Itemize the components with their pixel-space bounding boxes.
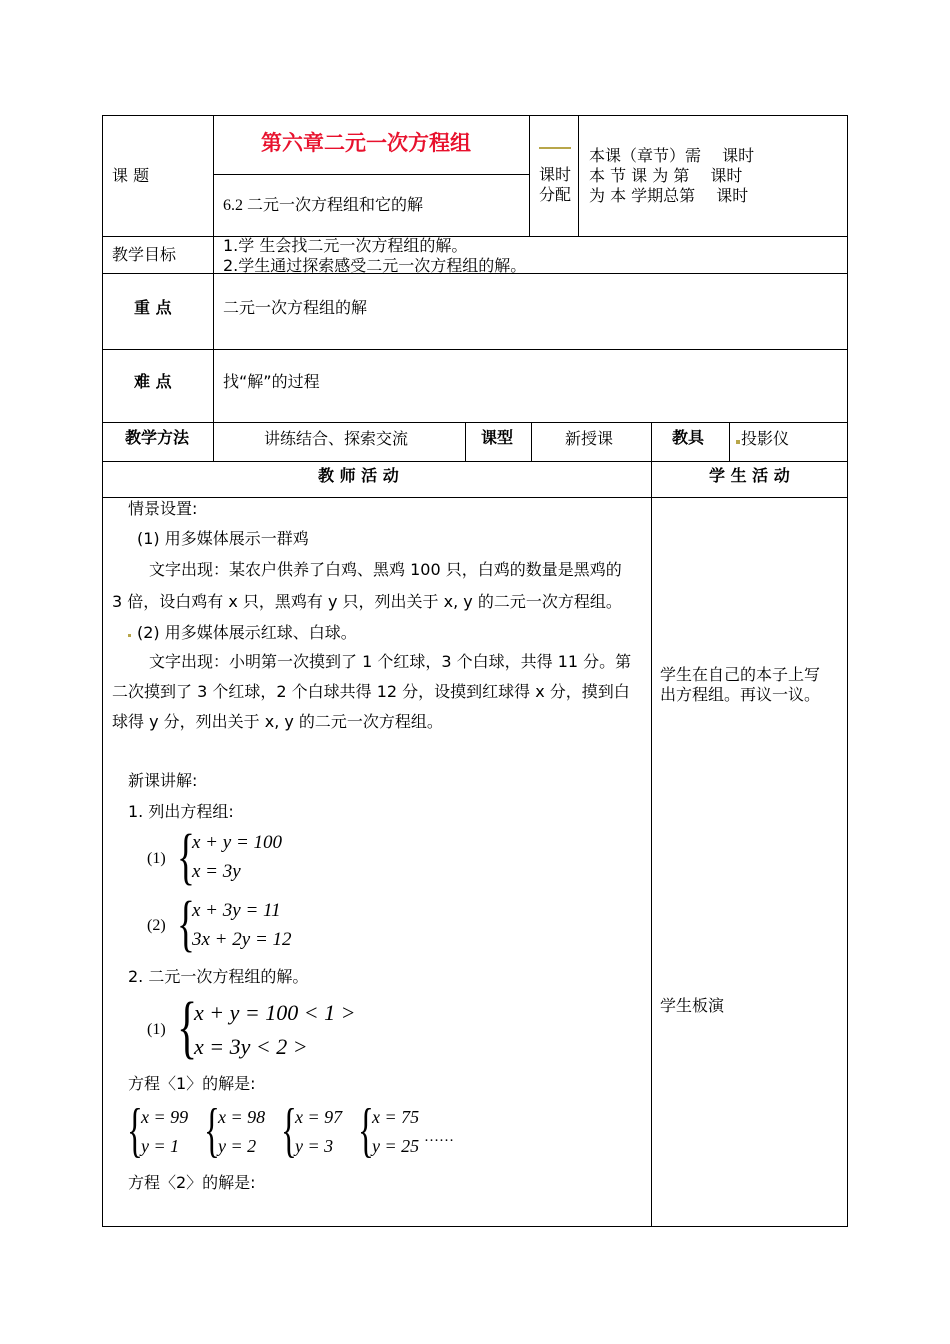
lesson-type-value: 新授课	[565, 429, 614, 448]
system-1-eq-2: x = 3y	[192, 861, 241, 882]
student-note-2: 学生板演	[660, 996, 725, 1015]
scenario-2-line-3: 球得 y 分，列出关于 x, y 的二元一次方程组。	[112, 712, 443, 731]
system-1-brace: {	[177, 823, 195, 891]
topic-label: 课 题	[112, 166, 150, 185]
hours-label-2: 分配	[539, 185, 572, 204]
chapter-title: 第六章二元一次方程组	[261, 131, 471, 155]
difficulty-value: 找“解”的过程	[223, 372, 320, 391]
solutions-ellipsis: ……	[424, 1129, 454, 1145]
lesson-type-label: 课型	[481, 428, 514, 447]
marker-dot	[736, 440, 740, 444]
scenario-1-title: (1) 用多媒体展示一群鸡	[137, 529, 309, 548]
marker-dash	[539, 147, 571, 149]
solution-2-y: y = 2	[218, 1136, 257, 1156]
system-3-eq-1: x + y = 100 < 1 >	[194, 1000, 356, 1025]
solution-brace-3: {	[281, 1097, 297, 1163]
hours-line-1: 本课（章节）需 课时	[589, 146, 755, 165]
system-2-eq-2: 3x + 2y = 12	[192, 929, 292, 950]
section-title: 6.2 二元一次方程组和它的解	[223, 197, 424, 214]
solution-1-y: y = 1	[141, 1136, 180, 1156]
method-label: 教学方法	[125, 428, 190, 447]
marker-dot-2	[128, 634, 131, 637]
solution-brace-2: {	[204, 1097, 220, 1163]
system-3-brace: {	[177, 989, 198, 1066]
system-1-eq-1: x + y = 100	[192, 832, 283, 853]
system-2-eq-1: x + 3y = 11	[192, 900, 281, 921]
hours-label-1: 课时	[539, 165, 572, 184]
solution-brace-1: {	[127, 1097, 143, 1163]
key-point-value: 二元一次方程组的解	[223, 298, 368, 317]
student-note-1-line-2: 出方程组。再议一议。	[660, 685, 821, 704]
hours-line-3: 为 本 学期总第 课时	[589, 186, 749, 205]
new-lesson-heading: 新课讲解:	[128, 771, 198, 790]
hours-line-2: 本 节 课 为 第 课时	[589, 166, 743, 185]
goals-label: 教学目标	[112, 245, 177, 264]
key-point-label: 重 点	[134, 298, 172, 317]
system-2-brace: {	[177, 890, 195, 958]
scenario-2-title: (2) 用多媒体展示红球、白球。	[137, 623, 357, 642]
system-3-eq-2: x = 3y < 2 >	[194, 1034, 308, 1059]
solution-4-x: x = 75	[372, 1107, 420, 1127]
difficulty-label: 难 点	[134, 372, 172, 391]
solution-1-x: x = 99	[141, 1107, 189, 1127]
system-2-label: (2)	[147, 917, 166, 934]
goal-item-1: 1.学 生会找二元一次方程组的解。	[223, 236, 468, 255]
student-note-1-line-1: 学生在自己的本子上写	[660, 665, 821, 684]
solution-4-y: y = 25	[372, 1136, 420, 1156]
system-1-label: (1)	[147, 850, 166, 867]
solution-3-x: x = 97	[295, 1107, 343, 1127]
student-activity-header: 学 生 活 动	[709, 466, 790, 485]
solution-1-heading: 方程〈1〉的解是:	[128, 1074, 256, 1093]
scenario-2-line-2: 二次摸到了 3 个红球，2 个白球共得 12 分，设摸到红球得 x 分，摸到白	[112, 682, 630, 701]
solution-3-y: y = 3	[295, 1136, 334, 1156]
solution-2-x: x = 98	[218, 1107, 266, 1127]
intro-heading: 情景设置:	[128, 499, 198, 518]
step-2-heading: 2. 二元一次方程组的解。	[128, 967, 309, 986]
teacher-activity-header: 教 师 活 动	[318, 466, 399, 485]
step-1-heading: 1. 列出方程组:	[128, 802, 234, 821]
scenario-1-line-2: 3 倍，设白鸡有 x 只，黑鸡有 y 只，列出关于 x, y 的二元一次方程组。	[112, 592, 622, 611]
system-3-label: (1)	[147, 1021, 166, 1038]
solution-brace-4: {	[358, 1097, 374, 1163]
scenario-2-line-1: 文字出现：小明第一次摸到了 1 个红球，3 个白球，共得 11 分。第	[149, 652, 632, 671]
scenario-1-line-1: 文字出现：某农户供养了白鸡、黑鸡 100 只，白鸡的数量是黑鸡的	[149, 560, 622, 579]
tools-value: 投影仪	[741, 429, 790, 448]
method-value: 讲练结合、探索交流	[264, 429, 409, 448]
goal-item-2: 2.学生通过探索感受二元一次方程组的解。	[223, 256, 527, 275]
tools-label: 教具	[672, 428, 705, 447]
solution-2-heading: 方程〈2〉的解是:	[128, 1173, 256, 1192]
